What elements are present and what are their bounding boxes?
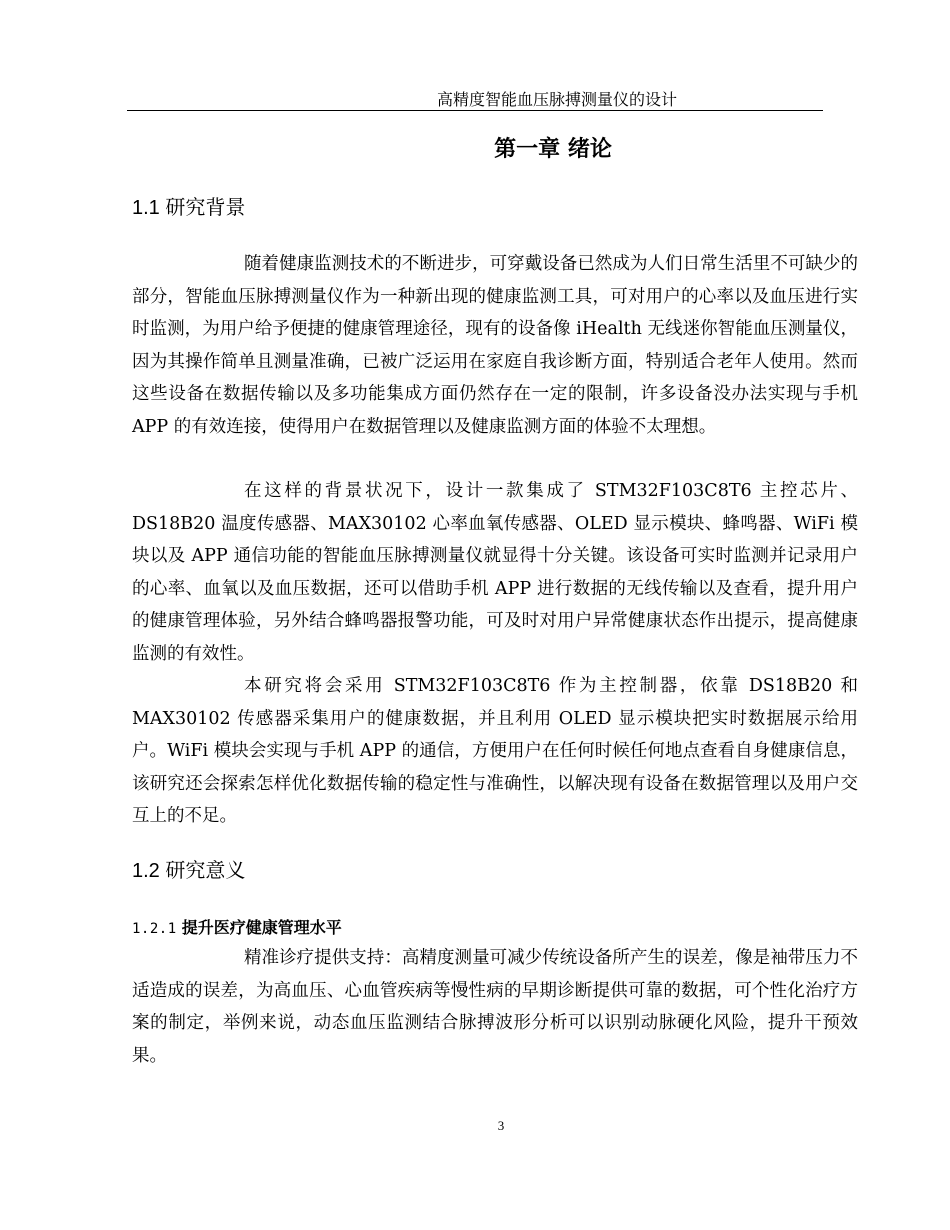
section-heading-1-1: 1.1 研究背景 — [132, 197, 246, 219]
subsection-number: 1.2.1 — [132, 921, 177, 937]
page-number — [0, 1118, 950, 1134]
chapter-title-text: 第一章 绪论 — [494, 137, 612, 162]
paragraph-background-1: 随着健康监测技术的不断进步，可穿戴设备已然成为人们日常生活里不可缺少的部分，智能血压脉搏测量仪作为一种新出现的健康监测工具，可对用户的心率以及血压进行实时监测，为用户给予便捷的健康管理途径，现有的设备像 iHealth 无线迷你智能血压测量仪，因为其操作简单且测量准确，已被广泛运用在家庭自我诊断方面，特别适合老年人使用。然而这些设备在数据传输以及多功能集成方面仍然存在一定的限制，许多设备没办法实现与手机 APP 的有效连接，使得用户在数据管理以及健康监测方面的体验不太理想。 — [132, 254, 858, 437]
subsection-title: 提升医疗健康管理水平 — [181, 918, 342, 937]
page-number-text: 3 — [497, 1118, 505, 1133]
chapter-title — [0, 135, 950, 165]
paragraph-background-3: 本研究将会采用 STM32F103C8T6 作为主控制器，依靠 DS18B20 和 MAX30102 传感器采集用户的健康数据，并且利用 OLED 显示模块把实时数据展示给用户。WiFi 模块会实现与手机 APP 的通信，方便用户在任何时候任何地点查看自身健康信息，该研究还会探索怎样优化数据传输的稳定性与准确性，以解决现有设备在数据管理以及用户交互上的不足。 — [132, 676, 858, 826]
section-heading-1-2: 1.2 研究意义 — [132, 860, 246, 882]
subsection-heading-1-2-1 — [132, 917, 342, 940]
running-header-title: 高精度智能血压脉搏测量仪的设计 — [436, 90, 677, 109]
paragraph-background-2: 在这样的背景状况下，设计一款集成了 STM32F103C8T6 主控芯片、DS18B20 温度传感器、MAX30102 心率血氧传感器、OLED 显示模块、蜂鸣器、WiFi 模块以及 APP 通信功能的智能血压脉搏测量仪就显得十分关键。该设备可实时监测并记录用户的心率、血氧以及血压数据，还可以借助手机 APP 进行数据的无线传输以及查看，提升用户的健康管理体验，另外结合蜂鸣器报警功能，可及时对用户异常健康状态作出提示，提高健康监测的有效性。 — [132, 481, 858, 664]
paragraph-significance-1: 精准诊疗提供支持：高精度测量可减少传统设备所产生的误差，像是袖带压力不适造成的误差，为高血压、心血管疾病等慢性病的早期诊断提供可靠的数据，可个性化治疗方案的制定，举例来说，动态血压监测结合脉搏波形分析可以识别动脉硬化风险，提升干预效果。 — [132, 948, 858, 1066]
running-header — [127, 90, 823, 111]
